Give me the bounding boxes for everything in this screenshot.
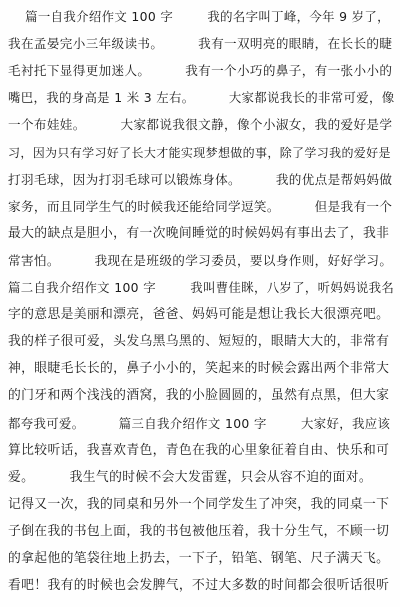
text-line: 一个布娃娃。 大家都说我很文静，像个小淑女，我的爱好是学 — [8, 117, 393, 133]
text-line: 我在孟晏完小三年级读书。 我有一双明亮的眼睛，在长长的睫 — [8, 36, 393, 52]
text-line: 打羽毛球，因为打羽毛球可以锻炼身体。 我的优点是帮妈妈做 — [8, 171, 393, 187]
text-line: 毛衬托下显得更加迷人。 我有一个小巧的鼻子，有一张小小的 — [8, 63, 393, 79]
text-line: 子倒在我的书包上面，我的书包被他压着，我十分生气，不顾一切 — [8, 523, 390, 539]
text-line: 看吧！我有的时候也会发脾气，不过大多数的时间都会很听话很听 — [8, 578, 390, 594]
text-line: 算比较听话，我喜欢青色，青色在我的心里象征着自由、快乐和可 — [8, 442, 390, 458]
text-line: 嘴巴，我的身高是 1 米 3 左右。 大家都说我长的非常可爱，像 — [8, 90, 395, 106]
text-line: 记得又一次，我的同桌和另外一个同学发生了冲突，我的同桌一下 — [8, 496, 390, 512]
text-line: 篇一自我介绍作文 100 字 我的名字叫丁峰，今年 9 岁了， — [8, 9, 390, 24]
text-line: 最大的缺点是胆小，有一次晚间睡觉的时候妈妈有事出去了，我非 — [8, 225, 390, 241]
text-line: 的门牙和两个浅浅的酒窝，我的小脸圆圆的，虽然有点黑，但大家 — [8, 388, 390, 404]
text-line: 习，因为只有学习好了长大才能实现梦想做的事，除了学习我的爱好是 — [8, 145, 391, 160]
text-line: 爱。 我生气的时候不会大发雷霆，只会从容不迫的面对。 — [8, 469, 373, 485]
text-line: 我的样子很可爱，头发乌黑乌黑的、短短的，眼睛大大的，非常有 — [8, 334, 390, 350]
text-line: 常害怕。 我现在是班级的学习委员，要以身作则，好好学习。 — [8, 252, 393, 268]
text-line: 都夸我可爱。 篇三自我介绍作文 100 字 大家好，我应该 — [8, 415, 391, 431]
text-line: 家务，而且同学生气的时候我还能给同学逗笑。 但是我有一个 — [8, 198, 393, 214]
text-line: 神，眼睫毛长长的，鼻子小小的，笑起来的时候会露出两个非常大 — [8, 361, 390, 377]
text-line: 的拿起他的笔袋往地上扔去，一下子，铅笔、钢笔、尺子满天飞。 — [8, 551, 390, 566]
text-line: 篇二自我介绍作文 100 字 我叫曹佳眯，八岁了，听妈妈说我名 — [8, 280, 395, 295]
text-line: 字的意思是美丽和漂亮，爸爸、妈妈可能是想让我长大很漂亮吧。 — [8, 307, 390, 323]
